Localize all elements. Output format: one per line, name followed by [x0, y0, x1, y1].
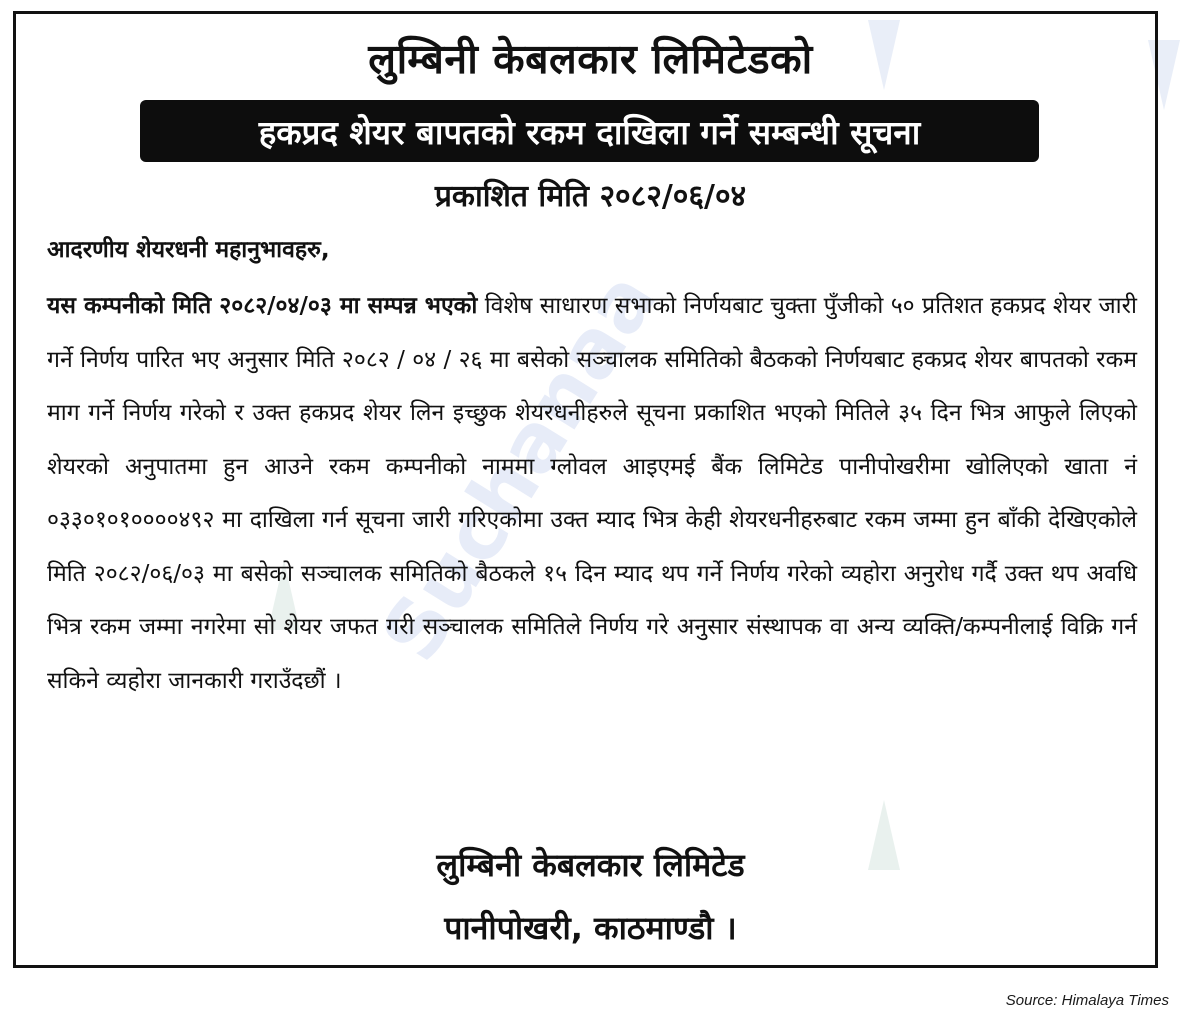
- notice-body-lead: यस कम्पनीको मिति २०८२/०४/०३ मा सम्पन्न भएको: [47, 293, 478, 319]
- notice-body-text: विशेष साधारण सभाको निर्णयबाट चुक्ता पुँजीको ५० प्रतिशत हकप्रद शेयर जारी गर्ने निर्णय पारित भए अनुसार मिति २०८२ / ०४ / २६ मा बसेको सञ्चालक समितिको बैठकको निर्णयबाट हकप्रद शेयर बापतको रकम माग गर्ने निर्णय गरेको र उक्त हकप्रद शेयर लिन इच्छुक शेयरधनीहरुले सूचना प्रकाशित भएको मितिले ३५ दिन भित्र आफुले लिएको शेयरको अनुपातमा हुन आउने रकम कम्पनीको नाममा ग्लोवल आइएमई बैंक लिमिटेड पानीपोखरीमा खोलिएको खाता नं ०३३०१०१००००४९२ मा दाखिला गर्न सूचना जारी गरिएकोमा उक्त म्याद भित्र केही शेयरधनीहरुबाट रकम जम्मा हुन बाँकी देखिएकोले मिति २०८२/०६/०३ मा बसेको सञ्चालक समितिको बैठकले १५ दिन म्याद थप गर्ने निर्णय गरेको व्यहोरा अनुरोध गर्दै उक्त थप अवधि भित्र रकम जम्मा नगरेमा सो शेयर जफत गरी सञ्चालक समितिले निर्णय गरे अनुसार संस्थापक वा अन्य व्यक्ति/कम्पनीलाई विक्रि गर्न सकिने व्यहोरा जानकारी गराउँदछौं ।: [47, 293, 1137, 694]
- source-credit: Source: Himalaya Times: [1005, 992, 1169, 1009]
- salutation: आदरणीय शेयरधनी महानुभावहरु,: [47, 237, 330, 263]
- notice-title: हकप्रद शेयर बापतको रकम दाखिला गर्ने सम्बन्धी सूचना: [258, 112, 921, 152]
- watermark-logo: Suchanaa: [363, 256, 675, 677]
- signature-company: लुम्बिनी केबलकार लिमिटेड: [436, 846, 745, 884]
- published-date: प्रकाशित मिति २०८२/०६/०४: [434, 179, 747, 214]
- signature-address: पानीपोखरी, काठमाण्डौ ।: [444, 909, 737, 947]
- notice-title-banner: [140, 100, 1039, 162]
- company-heading: लुम्बिनी केबलकार लिमिटेडको: [368, 35, 813, 83]
- notice-body: [47, 280, 1137, 708]
